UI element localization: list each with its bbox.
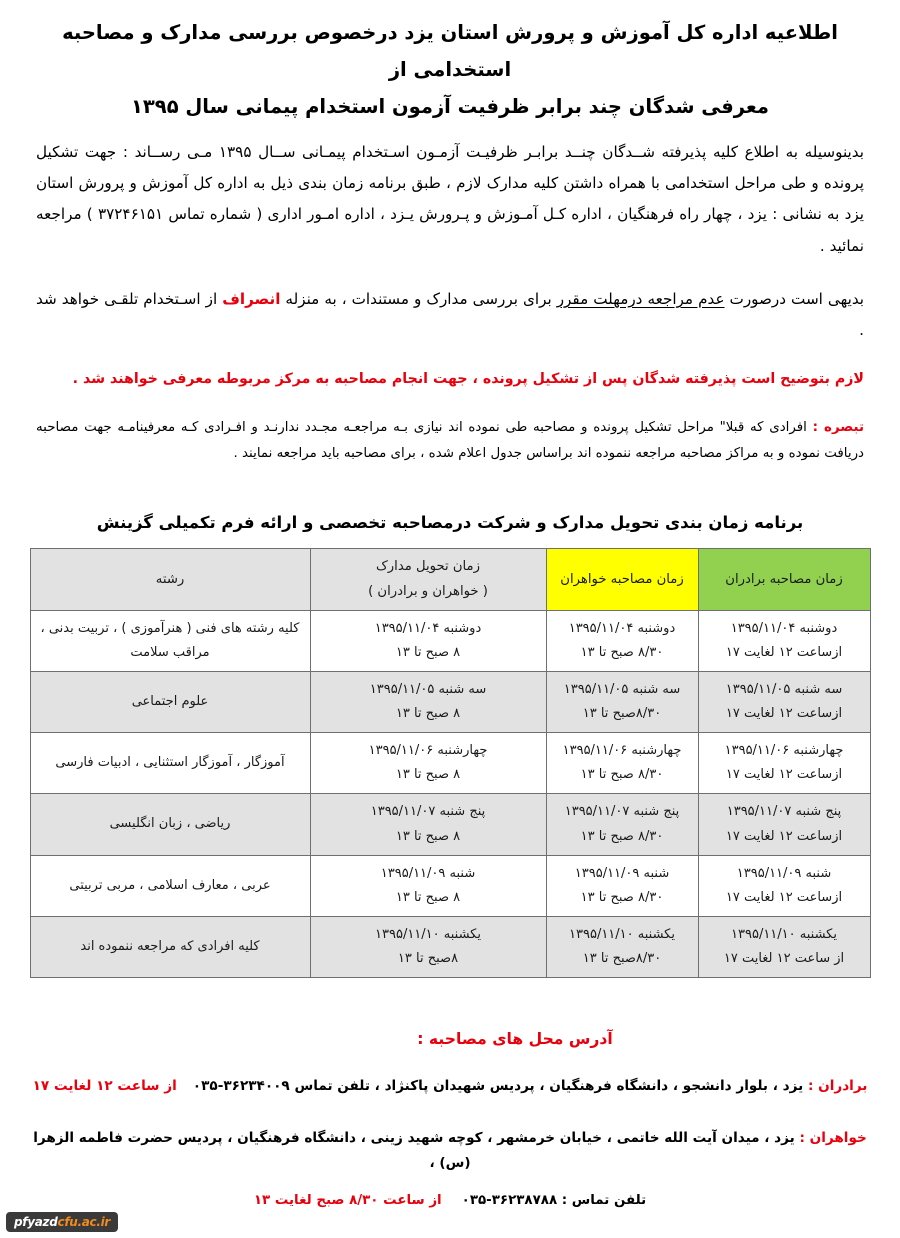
schedule-table [30, 548, 871, 977]
doc-date: سه شنبه ۱۳۹۵/۱۱/۰۵ [369, 682, 487, 698]
cell-field: کلیه رشته های فنی ( هنرآموزی ) ، تربیت بدنی ، مراقب سلامت [30, 611, 310, 672]
doc-hours: ۸ صبح تا ۱۳ [395, 706, 461, 722]
brothers-date: یکشنبه ۱۳۹۵/۱۱/۱۰ [731, 926, 837, 942]
header-brothers-interview-time: زمان مصاحبه برادران [698, 549, 870, 611]
brothers-date: دوشنبه ۱۳۹۵/۱۱/۰۴ [730, 621, 838, 637]
sisters-hours: ۸/۳۰صبح تا ۱۳ [582, 706, 662, 722]
cell-sisters-time [546, 794, 698, 855]
title-line-2: معرفی شدگان چند برابر ظرفیت آزمون استخدام پیمانی سال ۱۳۹۵ [130, 95, 769, 119]
doc-hours: ۸ صبح تا ۱۳ [395, 828, 461, 844]
doc-date: دوشنبه ۱۳۹۵/۱۱/۰۴ [374, 621, 482, 637]
cell-brothers-time [698, 794, 870, 855]
brothers-date: شنبه ۱۳۹۵/۱۱/۰۹ [736, 865, 832, 881]
schedule-table-heading: برنامه زمان بندی تحویل مدارک و شرکت درمصاحبه تخصصی و ارائه فرم تکمیلی گزینش [96, 513, 804, 533]
header-field: رشته [30, 549, 310, 611]
brothers-date: پنج شنبه ۱۳۹۵/۱۱/۰۷ [726, 804, 842, 820]
warning-suffix: از اسـتخدام تلقـی خواهد شد . [36, 289, 864, 339]
cell-field: ریاضی ، زبان انگلیسی [30, 794, 310, 855]
note-label: تبصره : [812, 420, 864, 436]
warning-prefix: بدیهی است درصورت [724, 289, 865, 308]
brothers-address-line [0, 1074, 900, 1100]
sisters-address-line [0, 1126, 900, 1178]
warning-middle: برای بررسی مدارک و مستندات ، به منزله [280, 289, 557, 308]
sisters-date: پنج شنبه ۱۳۹۵/۱۱/۰۷ [564, 804, 680, 820]
cell-sisters-time [546, 733, 698, 794]
cell-field: علوم اجتماعی [30, 672, 310, 733]
doc-date: شنبه ۱۳۹۵/۱۱/۰۹ [380, 865, 476, 881]
cell-brothers-time [698, 672, 870, 733]
brothers-hours: ازساعت ۱۲ لغایت ۱۷ [725, 889, 843, 905]
cell-brothers-time [698, 916, 870, 977]
brothers-hours: ازساعت ۱۲ لغایت ۱۷ [725, 828, 843, 844]
sisters-hours: ۸/۳۰صبح تا ۱۳ [582, 950, 662, 966]
sisters-date: دوشنبه ۱۳۹۵/۱۱/۰۴ [568, 621, 676, 637]
sisters-address-body: یزد ، میدان آیت الله خاتمی ، خیابان خرمشهر ، کوچه شهید زینی ، دانشگاه فرهنگیان ، پردیس حضرت فاطمه الزهرا (س) ، [33, 1129, 800, 1172]
sisters-phone-line [0, 1193, 900, 1208]
warning-highlight-ensaraf: انصراف [222, 289, 281, 308]
table-row [30, 855, 870, 916]
intro-paragraph: بدینوسیله به اطلاع کلیه پذیرفته شــدگان چنــد برابـر ظرفیـت آزمـون اسـتخدام پیمـانی ســال ۱۳۹۵ مـی رســاند : جهت تشکیل پرونده و طی مراحل استخدامی با همراه داشتن کلیه مدارک لازم ، طبق برنامه زمان بندی ذیل به اداره کل آموزش و پرورش استان یزد به نشانی : یزد ، چهار راه فرهنگیان ، اداره کـل آمـوزش و پـرورش یـزد ، اداره امـور اداری ( شماره تماس ۳۷۲۴۶۱۵۱ ) مراجعه نمائید . [36, 143, 864, 255]
cell-documents-time [310, 733, 546, 794]
watermark-text-primary: pfyazd [14, 1215, 58, 1229]
brothers-hours: ازساعت ۱۲ لغایت ۱۷ [725, 706, 843, 722]
sisters-hours: ۸/۳۰ صبح تا ۱۳ [580, 767, 664, 783]
page-title [0, 0, 900, 125]
header-documents-delivery-time [310, 549, 546, 611]
withdrawal-warning-paragraph [0, 284, 900, 346]
table-header-row [30, 549, 870, 611]
header-sisters-interview-time: زمان مصاحبه خواهران [546, 549, 698, 611]
sisters-hours: ۸/۳۰ صبح تا ۱۳ [580, 645, 664, 661]
doc-date: یکشنبه ۱۳۹۵/۱۱/۱۰ [375, 926, 481, 942]
brothers-hours: ازساعت ۱۲ لغایت ۱۷ [725, 645, 843, 661]
site-watermark [6, 1212, 118, 1232]
header-doc-line-2: ( خواهران و برادران ) [368, 583, 488, 599]
cell-sisters-time [546, 611, 698, 672]
schedule-table-body [30, 611, 870, 978]
cell-brothers-time [698, 855, 870, 916]
brothers-date: سه شنبه ۱۳۹۵/۱۱/۰۵ [725, 682, 843, 698]
brothers-address-label: برادران : [807, 1077, 868, 1094]
brothers-hours: از ساعت ۱۲ لغایت ۱۷ [723, 950, 845, 966]
cell-sisters-time [546, 916, 698, 977]
cell-field: عربی ، معارف اسلامی ، مربی تربیتی [30, 855, 310, 916]
note-body: افرادی که قبلا" مراحل تشکیل پرونده و مصاحبه طی نموده اند نیازی بـه مراجعـه مجـدد ندارنـد و افـرادی کـه معرفینامـه جهت مصاحبه دریافت نموده و به مراکز مصاحبه مراجعه ننموده اند براساس جدول اعلام شده ، برای مصاحبه باید مراجعه نمایند . [36, 420, 864, 462]
cell-documents-time [310, 916, 546, 977]
note-paragraph [0, 415, 900, 467]
table-row [30, 794, 870, 855]
doc-hours: ۸ صبح تا ۱۳ [395, 767, 461, 783]
cell-brothers-time [698, 611, 870, 672]
cell-documents-time [310, 855, 546, 916]
addresses-section-title: آدرس محل های مصاحبه : [417, 1029, 613, 1048]
brothers-address-hours: از ساعت ۱۲ لغایت ۱۷ [32, 1077, 177, 1094]
title-line-1: اطلاعیه اداره کل آموزش و پرورش استان یزد درخصوص بررسی مدارک و مصاحبه استخدامی از [62, 21, 838, 82]
doc-hours: ۸صبح تا ۱۳ [397, 950, 459, 966]
warning-underlined-phrase: عدم مراجعه درمهلت مقرر [556, 289, 725, 308]
watermark-text-domain: cfu.ac.ir [57, 1215, 111, 1229]
sisters-hours: ۸/۳۰ صبح تا ۱۳ [580, 828, 664, 844]
cell-sisters-time [546, 672, 698, 733]
sisters-date: چهارشنبه ۱۳۹۵/۱۱/۰۶ [562, 743, 682, 759]
cell-documents-time [310, 611, 546, 672]
cell-field: کلیه افرادی که مراجعه ننموده اند [30, 916, 310, 977]
cell-field: آموزگار ، آموزگار استثنایی ، ادبیات فارسی [30, 733, 310, 794]
doc-date: پنج شنبه ۱۳۹۵/۱۱/۰۷ [370, 804, 486, 820]
schedule-table-wrapper [0, 548, 900, 977]
table-row [30, 916, 870, 977]
cell-brothers-time [698, 733, 870, 794]
cell-sisters-time [546, 855, 698, 916]
header-doc-line-1: زمان تحویل مدارک [376, 559, 480, 575]
table-row [30, 611, 870, 672]
doc-date: چهارشنبه ۱۳۹۵/۱۱/۰۶ [368, 743, 488, 759]
cell-documents-time [310, 672, 546, 733]
sisters-hours: ۸/۳۰ صبح تا ۱۳ [580, 889, 664, 905]
doc-hours: ۸ صبح تا ۱۳ [395, 889, 461, 905]
sisters-date: سه شنبه ۱۳۹۵/۱۱/۰۵ [563, 682, 681, 698]
red-announcement-paragraph: لازم بتوضیح است پذیرفته شدگان پس از تشکیل پرونده ، جهت انجام مصاحبه به مرکز مربوطه معرفی خواهند شد . [72, 371, 864, 388]
sisters-address-label: خواهران : [799, 1129, 867, 1146]
table-row [30, 733, 870, 794]
brothers-address-body: یزد ، بلوار دانشجو ، دانشگاه فرهنگیان ، پردیس شهیدان پاکنژاد ، تلفن تماس ۳۶۲۳۴۰۰۹-۰۳۵ [192, 1077, 808, 1094]
brothers-hours: ازساعت ۱۲ لغایت ۱۷ [725, 767, 843, 783]
brothers-date: چهارشنبه ۱۳۹۵/۱۱/۰۶ [724, 743, 844, 759]
table-row [30, 672, 870, 733]
sisters-phone: تلفن تماس : ۳۶۲۳۸۷۸۸-۰۳۵ [461, 1193, 647, 1209]
sisters-date: یکشنبه ۱۳۹۵/۱۱/۱۰ [569, 926, 675, 942]
cell-documents-time [310, 794, 546, 855]
sisters-hours: از ساعت ۸/۳۰ صبح لغایت ۱۳ [253, 1193, 442, 1209]
doc-hours: ۸ صبح تا ۱۳ [395, 645, 461, 661]
sisters-date: شنبه ۱۳۹۵/۱۱/۰۹ [574, 865, 670, 881]
